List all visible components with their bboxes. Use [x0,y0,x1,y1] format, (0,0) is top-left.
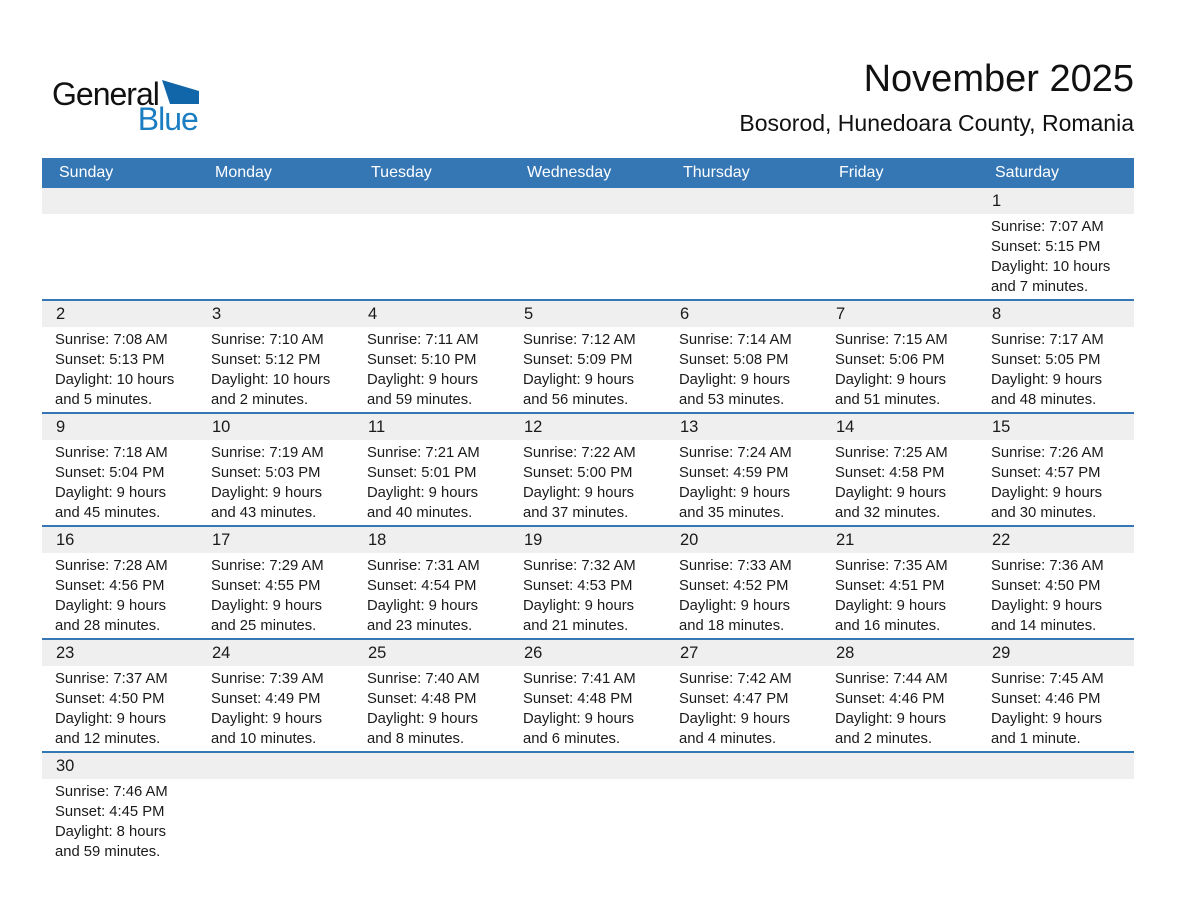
day-cell [666,327,822,410]
sunrise-text: Sunrise: 7:08 AM [55,332,168,348]
daylight-text: Daylight: 10 hours and 5 minutes. [55,372,175,408]
logo-text-blue: Blue [137,101,198,137]
day-cell [510,214,666,297]
day-cell [510,779,666,862]
sunrise-text: Sunrise: 7:22 AM [523,445,636,461]
day-cell [354,440,510,523]
sunset-text: Sunset: 5:09 PM [523,352,633,368]
sunset-text: Sunset: 5:15 PM [991,239,1101,255]
day-number: 24 [212,643,231,662]
sunrise-text: Sunrise: 7:31 AM [367,558,480,574]
sunrise-text: Sunrise: 7:29 AM [211,558,324,574]
week-content-row [42,779,1134,864]
sunset-text: Sunset: 4:57 PM [991,465,1101,481]
day-number: 3 [212,304,222,323]
calendar-table [42,158,1134,864]
day-number: 15 [992,417,1011,436]
daylight-text: Daylight: 10 hours and 2 minutes. [211,372,331,408]
daylight-text: Daylight: 9 hours and 40 minutes. [367,485,479,521]
day-number: 19 [524,530,543,549]
day-number: 9 [56,417,66,436]
sunset-text: Sunset: 4:59 PM [679,465,789,481]
day-cell [42,666,198,749]
day-number [822,753,978,779]
weekday-monday: Monday [215,164,272,181]
day-number: 25 [368,643,387,662]
day-cell [198,666,354,749]
daylight-text: Daylight: 9 hours and 21 minutes. [523,598,635,634]
sunrise-text: Sunrise: 7:07 AM [991,219,1104,235]
daylight-text: Daylight: 9 hours and 59 minutes. [367,372,479,408]
daylight-text: Daylight: 9 hours and 4 minutes. [679,711,791,747]
sunrise-text: Sunrise: 7:44 AM [835,671,948,687]
daylight-text: Daylight: 9 hours and 53 minutes. [679,372,791,408]
sunset-text: Sunset: 4:46 PM [835,691,945,707]
day-number: 17 [212,530,231,549]
sunrise-text: Sunrise: 7:24 AM [679,445,792,461]
sunrise-text: Sunrise: 7:10 AM [211,332,324,348]
daylight-text: Daylight: 9 hours and 35 minutes. [679,485,791,521]
week-row [42,188,1134,299]
sunset-text: Sunset: 4:47 PM [679,691,789,707]
weekday-sunday: Sunday [59,164,114,181]
day-cell [510,327,666,410]
daylight-text: Daylight: 9 hours and 48 minutes. [991,372,1103,408]
day-cell [666,440,822,523]
sunset-text: Sunset: 4:51 PM [835,578,945,594]
week-content-row [42,327,1134,412]
day-number: 1 [992,191,1002,210]
month-title: November 2025 [863,58,1134,100]
sunrise-text: Sunrise: 7:35 AM [835,558,948,574]
week-content-row [42,666,1134,751]
day-cell [354,327,510,410]
sunset-text: Sunset: 4:56 PM [55,578,165,594]
weekday-tuesday: Tuesday [371,164,432,181]
sunrise-text: Sunrise: 7:32 AM [523,558,636,574]
day-number: 13 [680,417,699,436]
day-number: 12 [524,417,543,436]
day-cell [42,553,198,636]
daylight-text: Daylight: 9 hours and 18 minutes. [679,598,791,634]
daylight-text: Daylight: 9 hours and 37 minutes. [523,485,635,521]
sunrise-text: Sunrise: 7:25 AM [835,445,948,461]
weekday-thursday: Thursday [683,164,750,181]
day-number [42,188,198,214]
day-cell [978,327,1134,410]
title-block [739,58,1134,137]
day-cell [354,553,510,636]
sunrise-text: Sunrise: 7:33 AM [679,558,792,574]
day-cell [822,214,978,297]
day-cell [978,214,1134,297]
daylight-text: Daylight: 8 hours and 59 minutes. [55,824,167,860]
sunrise-text: Sunrise: 7:37 AM [55,671,168,687]
day-number-strip [42,301,1134,327]
sunrise-text: Sunrise: 7:36 AM [991,558,1104,574]
sunrise-text: Sunrise: 7:19 AM [211,445,324,461]
day-number [510,188,666,214]
daylight-text: Daylight: 9 hours and 25 minutes. [211,598,323,634]
daylight-text: Daylight: 10 hours and 7 minutes. [991,259,1111,295]
daylight-text: Daylight: 9 hours and 1 minute. [991,711,1103,747]
day-number [822,188,978,214]
sunrise-text: Sunrise: 7:26 AM [991,445,1104,461]
day-number: 18 [368,530,387,549]
sunrise-text: Sunrise: 7:21 AM [367,445,480,461]
daylight-text: Daylight: 9 hours and 30 minutes. [991,485,1103,521]
sunrise-text: Sunrise: 7:15 AM [835,332,948,348]
sunrise-text: Sunrise: 7:14 AM [679,332,792,348]
day-cell [510,553,666,636]
daylight-text: Daylight: 9 hours and 28 minutes. [55,598,167,634]
day-cell [198,214,354,297]
day-number: 20 [680,530,699,549]
day-number [354,753,510,779]
day-number-strip [42,188,1134,214]
sunset-text: Sunset: 5:12 PM [211,352,321,368]
sunset-text: Sunset: 5:03 PM [211,465,321,481]
day-cell [666,553,822,636]
sunset-text: Sunset: 4:49 PM [211,691,321,707]
sunset-text: Sunset: 4:50 PM [55,691,165,707]
sunset-text: Sunset: 4:48 PM [523,691,633,707]
daylight-text: Daylight: 9 hours and 6 minutes. [523,711,635,747]
day-number: 21 [836,530,855,549]
day-number: 26 [524,643,543,662]
day-cell [978,440,1134,523]
day-number-strip [42,414,1134,440]
sunrise-text: Sunrise: 7:12 AM [523,332,636,348]
day-cell [198,327,354,410]
page-header [0,0,1188,158]
day-cell [42,214,198,297]
daylight-text: Daylight: 9 hours and 45 minutes. [55,485,167,521]
day-number: 7 [836,304,846,323]
weekday-wednesday: Wednesday [527,164,612,181]
day-cell [822,440,978,523]
sunrise-text: Sunrise: 7:42 AM [679,671,792,687]
day-cell [666,666,822,749]
sunset-text: Sunset: 5:00 PM [523,465,633,481]
sunrise-text: Sunrise: 7:11 AM [367,332,479,348]
day-cell [354,214,510,297]
daylight-text: Daylight: 9 hours and 10 minutes. [211,711,323,747]
day-cell [354,779,510,862]
day-number: 23 [56,643,75,662]
sunset-text: Sunset: 4:46 PM [991,691,1101,707]
daylight-text: Daylight: 9 hours and 14 minutes. [991,598,1103,634]
sunrise-text: Sunrise: 7:39 AM [211,671,324,687]
day-number: 22 [992,530,1011,549]
daylight-text: Daylight: 9 hours and 16 minutes. [835,598,947,634]
day-number: 14 [836,417,855,436]
day-number [198,753,354,779]
day-cell [42,327,198,410]
day-number: 6 [680,304,690,323]
day-number [198,188,354,214]
daylight-text: Daylight: 9 hours and 23 minutes. [367,598,479,634]
day-cell [198,779,354,862]
day-cell [42,779,198,862]
day-cell [822,327,978,410]
sunset-text: Sunset: 4:53 PM [523,578,633,594]
day-number: 4 [368,304,378,323]
day-cell [510,440,666,523]
day-number: 10 [212,417,231,436]
day-cell [198,553,354,636]
week-row [42,412,1134,525]
day-cell [666,214,822,297]
sunset-text: Sunset: 4:45 PM [55,804,165,820]
day-cell [42,440,198,523]
week-row [42,638,1134,751]
sunrise-text: Sunrise: 7:46 AM [55,784,168,800]
weekday-header-row [42,158,1134,188]
sunset-text: Sunset: 5:04 PM [55,465,165,481]
week-content-row [42,214,1134,299]
day-number: 29 [992,643,1011,662]
daylight-text: Daylight: 9 hours and 56 minutes. [523,372,635,408]
day-number: 8 [992,304,1002,323]
sunrise-text: Sunrise: 7:28 AM [55,558,168,574]
day-number: 30 [56,756,75,775]
day-cell [978,666,1134,749]
day-number-strip [42,527,1134,553]
sunrise-text: Sunrise: 7:45 AM [991,671,1104,687]
sunset-text: Sunset: 5:05 PM [991,352,1101,368]
sunset-text: Sunset: 4:52 PM [679,578,789,594]
day-number: 5 [524,304,534,323]
day-number [354,188,510,214]
daylight-text: Daylight: 9 hours and 12 minutes. [55,711,167,747]
sunset-text: Sunset: 4:54 PM [367,578,477,594]
day-number: 2 [56,304,66,323]
sunset-text: Sunset: 5:10 PM [367,352,477,368]
daylight-text: Daylight: 9 hours and 2 minutes. [835,711,947,747]
sunset-text: Sunset: 4:55 PM [211,578,321,594]
day-cell [978,553,1134,636]
day-number [666,188,822,214]
day-cell [510,666,666,749]
day-cell [822,666,978,749]
sunset-text: Sunset: 5:01 PM [367,465,477,481]
sunrise-text: Sunrise: 7:18 AM [55,445,168,461]
day-number [510,753,666,779]
day-cell [822,553,978,636]
day-cell [198,440,354,523]
day-number: 28 [836,643,855,662]
sunset-text: Sunset: 5:08 PM [679,352,789,368]
sunrise-text: Sunrise: 7:41 AM [523,671,636,687]
week-content-row [42,440,1134,525]
sunset-text: Sunset: 5:13 PM [55,352,165,368]
week-row [42,299,1134,412]
general-blue-logo [52,78,199,135]
sunset-text: Sunset: 4:50 PM [991,578,1101,594]
daylight-text: Daylight: 9 hours and 43 minutes. [211,485,323,521]
week-row [42,525,1134,638]
weekday-friday: Friday [839,164,884,181]
week-row [42,751,1134,864]
day-cell [822,779,978,862]
daylight-text: Daylight: 9 hours and 32 minutes. [835,485,947,521]
day-number: 16 [56,530,75,549]
location-subtitle: Bosorod, Hunedoara County, Romania [739,109,1134,136]
daylight-text: Daylight: 9 hours and 51 minutes. [835,372,947,408]
day-number: 27 [680,643,699,662]
daylight-text: Daylight: 9 hours and 8 minutes. [367,711,479,747]
weekday-saturday: Saturday [995,164,1060,181]
day-number-strip [42,640,1134,666]
sunset-text: Sunset: 4:58 PM [835,465,945,481]
sunrise-text: Sunrise: 7:40 AM [367,671,480,687]
logo-text-general: General [52,76,159,112]
day-number-strip [42,753,1134,779]
day-cell [978,779,1134,862]
day-number [978,753,1134,779]
calendar-body [42,188,1134,864]
sunset-text: Sunset: 5:06 PM [835,352,945,368]
day-number: 11 [368,417,386,436]
day-cell [666,779,822,862]
week-content-row [42,553,1134,638]
sunset-text: Sunset: 4:48 PM [367,691,477,707]
day-number [666,753,822,779]
sunrise-text: Sunrise: 7:17 AM [991,332,1104,348]
day-cell [354,666,510,749]
